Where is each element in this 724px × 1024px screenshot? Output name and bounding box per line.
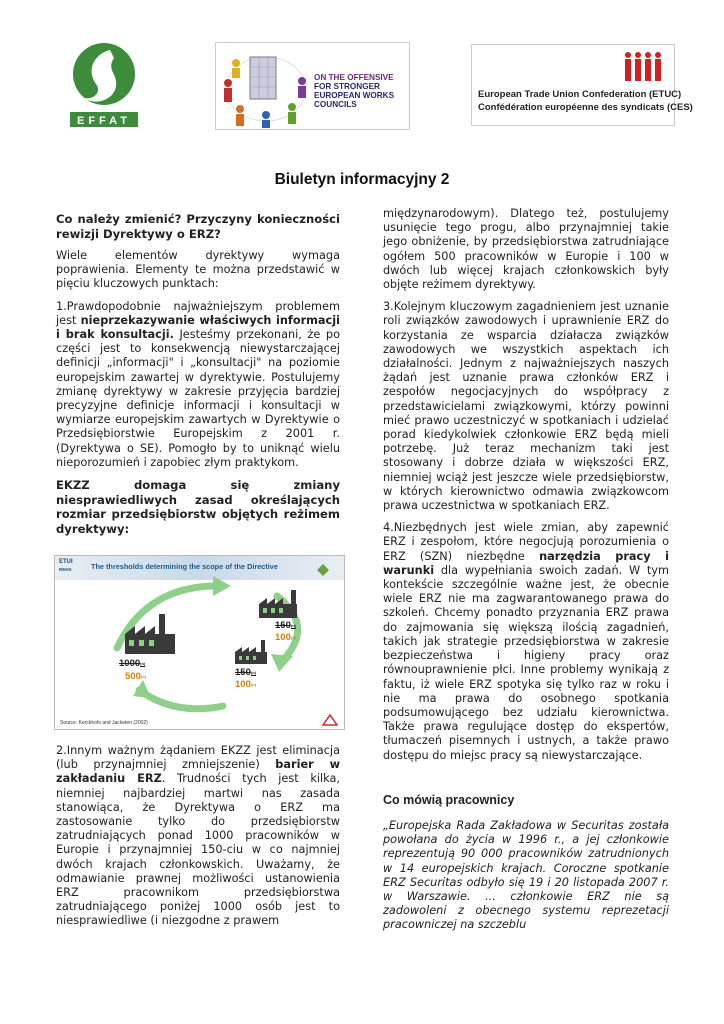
figure-source: Source: Kerckhofs and Jacketen (2002)	[60, 720, 148, 726]
point-4-bold: narzędzia pracy i warunki	[383, 549, 669, 577]
right-column	[383, 207, 669, 941]
figure-graphic	[55, 556, 345, 730]
intro-paragraph: Wiele elementów dyrektywy wymaga poprawienia. Elementy te można przedstawić w pięciu kluczowych punktach:	[56, 249, 340, 291]
etui-logo: ETUI REHS	[59, 559, 73, 572]
thresholds-figure	[54, 555, 345, 730]
corner-logo-icon	[322, 714, 338, 726]
point-2-text-b: . Trudności tych jest kilka, niemniej najbardziej martwi nas zasada stanowiąca, że Dyrektywa o ERZ ma zastosowanie tylko do przedsiębiorstw zatrudniających ponad 1000 pracowników w Europie i przynajmniej 150-ciu w co najmniej dwóch krajach członkowskich. Uważamy, że odmawianie prawnej możliwości ustanowienia ERZ pracownikom przedsiębiorstwa zatrudniającego poniżej 1000 osób jest to niesprawiedliwe (i niezgodne z prawem	[56, 772, 340, 928]
left-new-threshold: 500(n)	[125, 671, 146, 682]
offensive-line-4: COUNCILS	[314, 100, 357, 109]
point-4-text-b: dla wypełniania swoich zadań. W tym kontekście szczególnie ważne jest, że obecnie wiele ERZ nie ma zagwarantowanego prawa do szkoleń. Chcemy ponadto przyznania ERZ prawa do zajmowania się większą ilością zagadnień, takich jak strategie przedsiębiorstwa w zakresie bezpieczeństwa i higieny pracy oraz równouprawnienie płci. Inne problemy wynikają z faktu, iż wiele ERZ spotyka się tylko raz w roku i nie ma prawa do osobnego spotkania podsumowującego bez udziału kierownictwa. Także prawa regulujące dostęp do ekspertów, tłumaczeń pisemnych i ustnych, a także prawo dostępu do miejsc pracy są niewystarczające.	[383, 563, 669, 762]
workers-quote: „Europejska Rada Zakładowa w Securitas została powołana do życia w 1996 r., a jej członkowie reprezentują 90 000 pracowników zatrudnionych w 14 europejskich krajach. Coroczne spotkanie ERZ Securitas odbyło się 19 i 20 listopada 2007 r. w Warszawie. ... członkowie ERZ nie są zadowoleni z obecnego systemu reprezetacji pracowniczej na szczeblu	[383, 818, 669, 932]
offensive-line-3: EUROPEAN WORKS	[314, 91, 395, 100]
demand-heading: EKZZ domaga się zmiany niesprawiedliwych zasad określających rozmiar przedsiębiorstw objętych reżimem dyrektywy:	[56, 478, 340, 536]
point-1-text-a: 1.Prawdopodobnie najważniejszym problemem jest	[56, 299, 340, 327]
point-1-bold: nieprzekazywanie właściwych informacji i brak konsultacji.	[56, 313, 340, 342]
etuc-logo	[471, 44, 693, 126]
figure-title: The thresholds determining the scope of the Directive	[91, 562, 278, 571]
point-1-paragraph	[56, 300, 340, 470]
effat-logo	[66, 40, 142, 130]
etuc-name-en: European Trade Union Confederation (ETUC)	[478, 89, 682, 100]
effat-text: EFFAT	[76, 115, 132, 127]
offensive-line-2: FOR STRONGER	[314, 82, 380, 91]
point-2-paragraph	[56, 744, 340, 929]
top-old-threshold: 150(n)	[275, 620, 296, 631]
left-old-threshold: 1000(n)	[119, 658, 146, 669]
page-title: Biuletyn informacyjny 2	[274, 171, 450, 188]
left-column-lower	[56, 744, 340, 937]
section-heading: Co należy zmienić? Przyczyny konieczności rewizji Dyrektywy o ERZ?	[56, 212, 340, 241]
point-2-text-a: 2.Innym ważnym żądaniem EKZZ jest eliminacja (lub przynajmniej zmniejszenie)	[56, 744, 340, 772]
point-3-paragraph: 3.Kolejnym kluczowym zagadnieniem jest uznanie roli związków zawodowych i uprawnienie ERZ do korzystania ze wsparcia działacza związków zawodowych we wszystkich aspektach ich działalności. Jednym z najważniejszych naszych żądań jest uznanie prawa członków ERZ i zespołów negocjacyjnych do współpracy z przedstawicielami związkowymi, którzy powinni mieć prawo uczestniczyć w spotkaniach i udzielać porad kiedykolwiek członkowie ERZ będą mieli potrzebę. Już teraz mechanizm taki jest stosowany i dobrze działa w większości ERZ, niemniej wciąż jest jeszcze wiele przedsiębiorstw, w których kierownictwo odmawia związkowcom prawa uczestnictwa w spotkaniach ERZ.	[383, 300, 669, 513]
middle-old-threshold: 150(n)	[235, 667, 256, 678]
left-column	[56, 212, 340, 544]
offensive-logo	[215, 42, 410, 130]
factory-icon-middle	[235, 640, 267, 664]
point-4-paragraph	[383, 521, 669, 762]
workers-section-title: Co mówią pracownicy	[383, 792, 515, 807]
top-new-threshold: 100(n)	[275, 632, 296, 643]
etuc-figures-icon	[620, 49, 670, 85]
point-4-text-a: 4.Niezbędnych jest wiele zmian, aby zapewnić ERZ i zespołom, które negocjują porozumienia o ERZ (SZN) niezbędne	[383, 521, 669, 563]
etuc-name-fr: Confédération européenne des syndicats (CES)	[478, 102, 693, 113]
point-2-continued: międzynarodowym). Dlatego też, postulujemy usunięcie tego progu, albo przynajmniej takie jego obniżenie, by przedsiębiorstwa zatrudniające ogółem 500 pracowników w Europie i 100 w dwóch lub więcej krajach członkowskich były objęte reżimem dyrektywy.	[383, 207, 669, 292]
middle-new-threshold: 100(n)	[235, 679, 256, 690]
point-2-bold: barier w zakładaniu ERZ	[56, 758, 341, 786]
point-1-text-b: Jesteśmy przekonani, że po części jest to konsekwencją niewystarczającej definicji „informacji" i „konsultacji" na poziomie europejskim zawartej w dyrektywie. Postulujemy zmianę dyrektywy w zakresie przyjęcia bardziej precyzyjne definicje informacji i konsultacji w wymiarze europejskim zawartych w Dyrektywie o Przedsiębiorstwie Europejskim z 2001 r. (Dyrektywa o SE). Pomogło by to uniknąć wielu nieporozumień i zapobiec złym praktykom.	[56, 328, 340, 469]
offensive-line-1: ON THE OFFENSIVE	[314, 73, 394, 82]
